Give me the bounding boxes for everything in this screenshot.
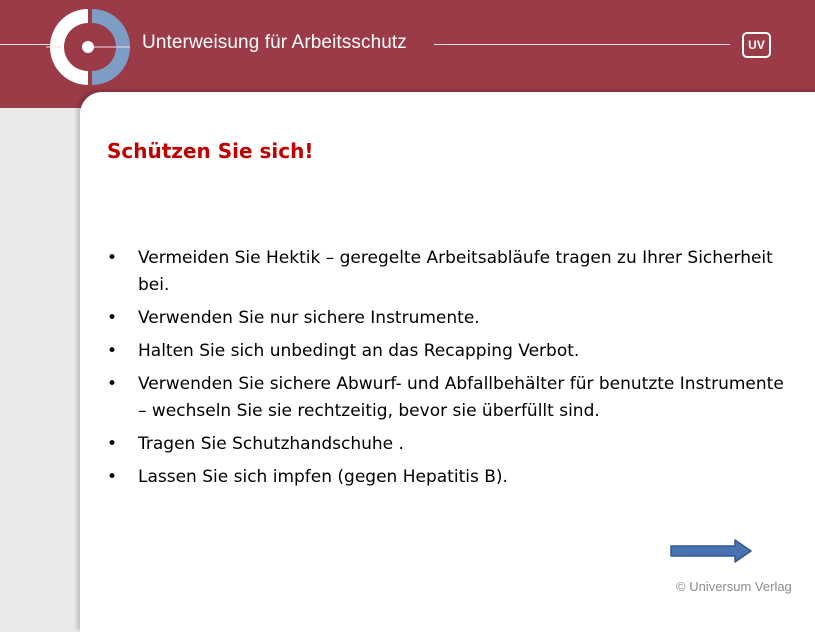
bullet-text: Tragen Sie Schutzhandschuhe . — [138, 434, 404, 454]
copyright-text: © Universum Verlag — [676, 579, 792, 594]
bullet-item — [107, 464, 797, 491]
bullet-dot-icon: • — [107, 248, 118, 268]
bullet-item — [107, 371, 797, 425]
bullet-text: Vermeiden Sie Hektik – geregelte Arbeitsabläufe tragen zu Ihrer Sicherheit bei. — [138, 248, 773, 295]
bullet-item — [107, 245, 797, 299]
bullet-item — [107, 305, 797, 332]
bullet-dot-icon: • — [107, 434, 118, 454]
uv-logo-badge: UV — [742, 32, 771, 58]
arrow-right-icon[interactable] — [669, 538, 753, 564]
bullet-text: Verwenden Sie sichere Abwurf- und Abfallbehälter für benutzte Instrumente – wechseln Sie sie rechtzeitig, bevor sie überfüllt sind. — [138, 374, 784, 421]
bullet-dot-icon: • — [107, 467, 118, 487]
bullet-text: Lassen Sie sich impfen (gegen Hepatitis B). — [138, 467, 508, 487]
bullet-dot-icon: • — [107, 341, 118, 361]
slide-title: Schützen Sie sich! — [107, 139, 314, 163]
header-rule-right — [434, 44, 730, 45]
bullet-dot-icon: • — [107, 374, 118, 394]
bullet-item — [107, 338, 797, 365]
header-title: Unterweisung für Arbeitsschutz — [142, 32, 407, 53]
bullet-text: Verwenden Sie nur sichere Instrumente. — [138, 308, 480, 328]
bullet-dot-icon: • — [107, 308, 118, 328]
bullet-item — [107, 431, 797, 458]
brand-logo-icon — [46, 5, 130, 89]
bullet-text: Halten Sie sich unbedingt an das Recapping Verbot. — [138, 341, 580, 361]
bullet-list — [107, 245, 797, 497]
